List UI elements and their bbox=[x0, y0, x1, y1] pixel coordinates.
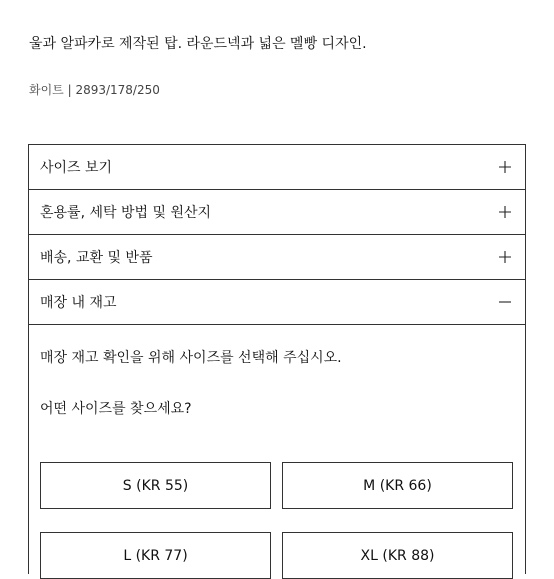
accordion-size-guide[interactable] bbox=[29, 145, 525, 190]
size-button-s[interactable]: S (KR 55) bbox=[40, 462, 271, 509]
product-description: 울과 알파카로 제작된 탑. 라운드넥과 넓은 멜빵 디자인. bbox=[29, 36, 367, 52]
size-button-l[interactable]: L (KR 77) bbox=[40, 532, 271, 579]
accordion-label: 혼용률, 세탁 방법 및 원산지 bbox=[40, 205, 212, 221]
accordion-label: 매장 내 재고 bbox=[40, 295, 117, 311]
minus-icon[interactable] bbox=[498, 295, 512, 309]
store-stock-instruction: 매장 재고 확인을 위해 사이즈를 선택해 주십시오. bbox=[40, 350, 342, 366]
size-button-xl[interactable]: XL (KR 88) bbox=[282, 532, 513, 579]
accordion-store-stock[interactable] bbox=[29, 280, 525, 325]
product-color-reference: 화이트 | 2893/178/250 bbox=[29, 83, 160, 97]
plus-icon[interactable] bbox=[498, 250, 512, 264]
accordion-label: 배송, 교환 및 반품 bbox=[40, 250, 153, 266]
plus-icon[interactable] bbox=[498, 160, 512, 174]
accordion-shipping-returns[interactable] bbox=[29, 235, 525, 280]
accordion-composition-care[interactable] bbox=[29, 190, 525, 235]
size-button-m[interactable]: M (KR 66) bbox=[282, 462, 513, 509]
product-info-accordion bbox=[28, 144, 526, 574]
size-question: 어떤 사이즈를 찾으세요? bbox=[40, 401, 192, 417]
plus-icon[interactable] bbox=[498, 205, 512, 219]
accordion-label: 사이즈 보기 bbox=[40, 160, 113, 176]
